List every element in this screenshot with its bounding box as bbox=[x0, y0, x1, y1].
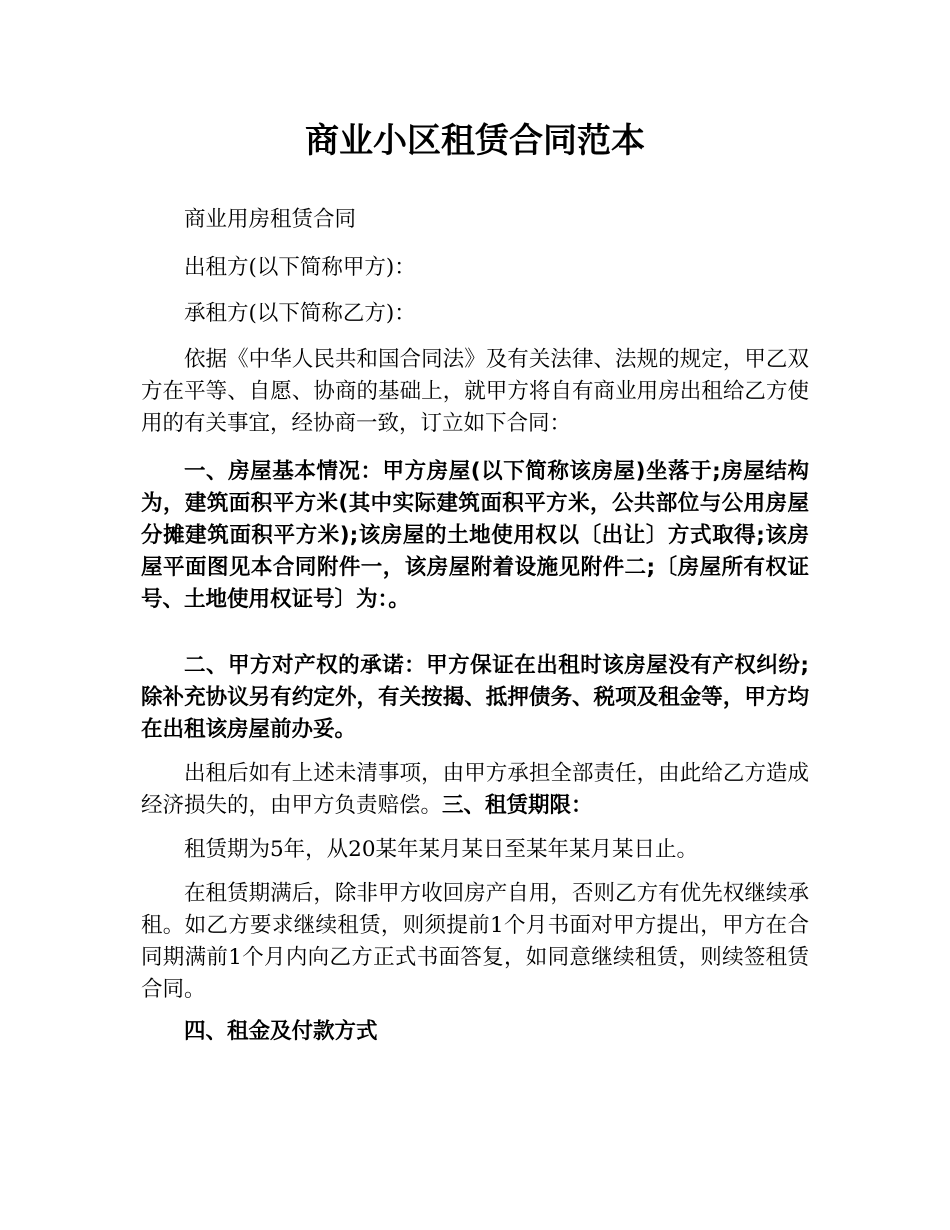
unsettled-matters-text: 出租后如有上述未清事项，由甲方承担全部责任，由此给乙方造成经济损失的，由甲方负责赔偿。 bbox=[141, 761, 809, 818]
paragraph-lessor: 出租方(以下简称甲方)： bbox=[184, 255, 416, 280]
document-title: 商业小区租赁合同范本 bbox=[305, 121, 645, 161]
paragraph-contract-name: 商业用房租赁合同 bbox=[184, 207, 357, 232]
section-lease-term-heading: 三、租赁期限： bbox=[442, 793, 593, 818]
paragraph-renewal: 在租赁期满后，除非甲方收回房产自用，否则乙方有优先权继续承租。如乙方要求继续租赁，则须提前1个月书面对甲方提出，甲方在合同期满前1个月内向乙方正式书面答复，如同意继续租赁，则续签租赁合同。 bbox=[141, 881, 809, 1002]
paragraph-lessee: 承租方(以下简称乙方)： bbox=[184, 301, 416, 326]
section-house-info: 一、房屋基本情况：甲方房屋(以下简称该房屋)坐落于;房屋结构为，建筑面积平方米(其中实际建筑面积平方米，公共部位与公用房屋分摊建筑面积平方米);该房屋的土地使用权以〔出让〕方式取得;该房屋平面图见本合同附件一，该房屋附着设施见附件二;〔房屋所有权证号、土地使用权证号〕为：。 bbox=[141, 459, 809, 612]
paragraph-basis: 依据《中华人民共和国合同法》及有关法律、法规的规定，甲乙双方在平等、自愿、协商的基础上，就甲方将自有商业用房出租给乙方使用的有关事宜，经协商一致，订立如下合同： bbox=[141, 347, 809, 436]
paragraph-lease-period: 租赁期为5年，从20某年某月某日至某年某月某日止。 bbox=[184, 837, 699, 862]
section-property-commitment: 二、甲方对产权的承诺：甲方保证在出租时该房屋没有产权纠纷;除补充协议另有约定外，有关按揭、抵押债务、税项及租金等，甲方均在出租该房屋前办妥。 bbox=[141, 653, 809, 742]
section-rent-payment: 四、租金及付款方式 bbox=[184, 1019, 378, 1044]
paragraph-unsettled-matters bbox=[141, 758, 809, 822]
